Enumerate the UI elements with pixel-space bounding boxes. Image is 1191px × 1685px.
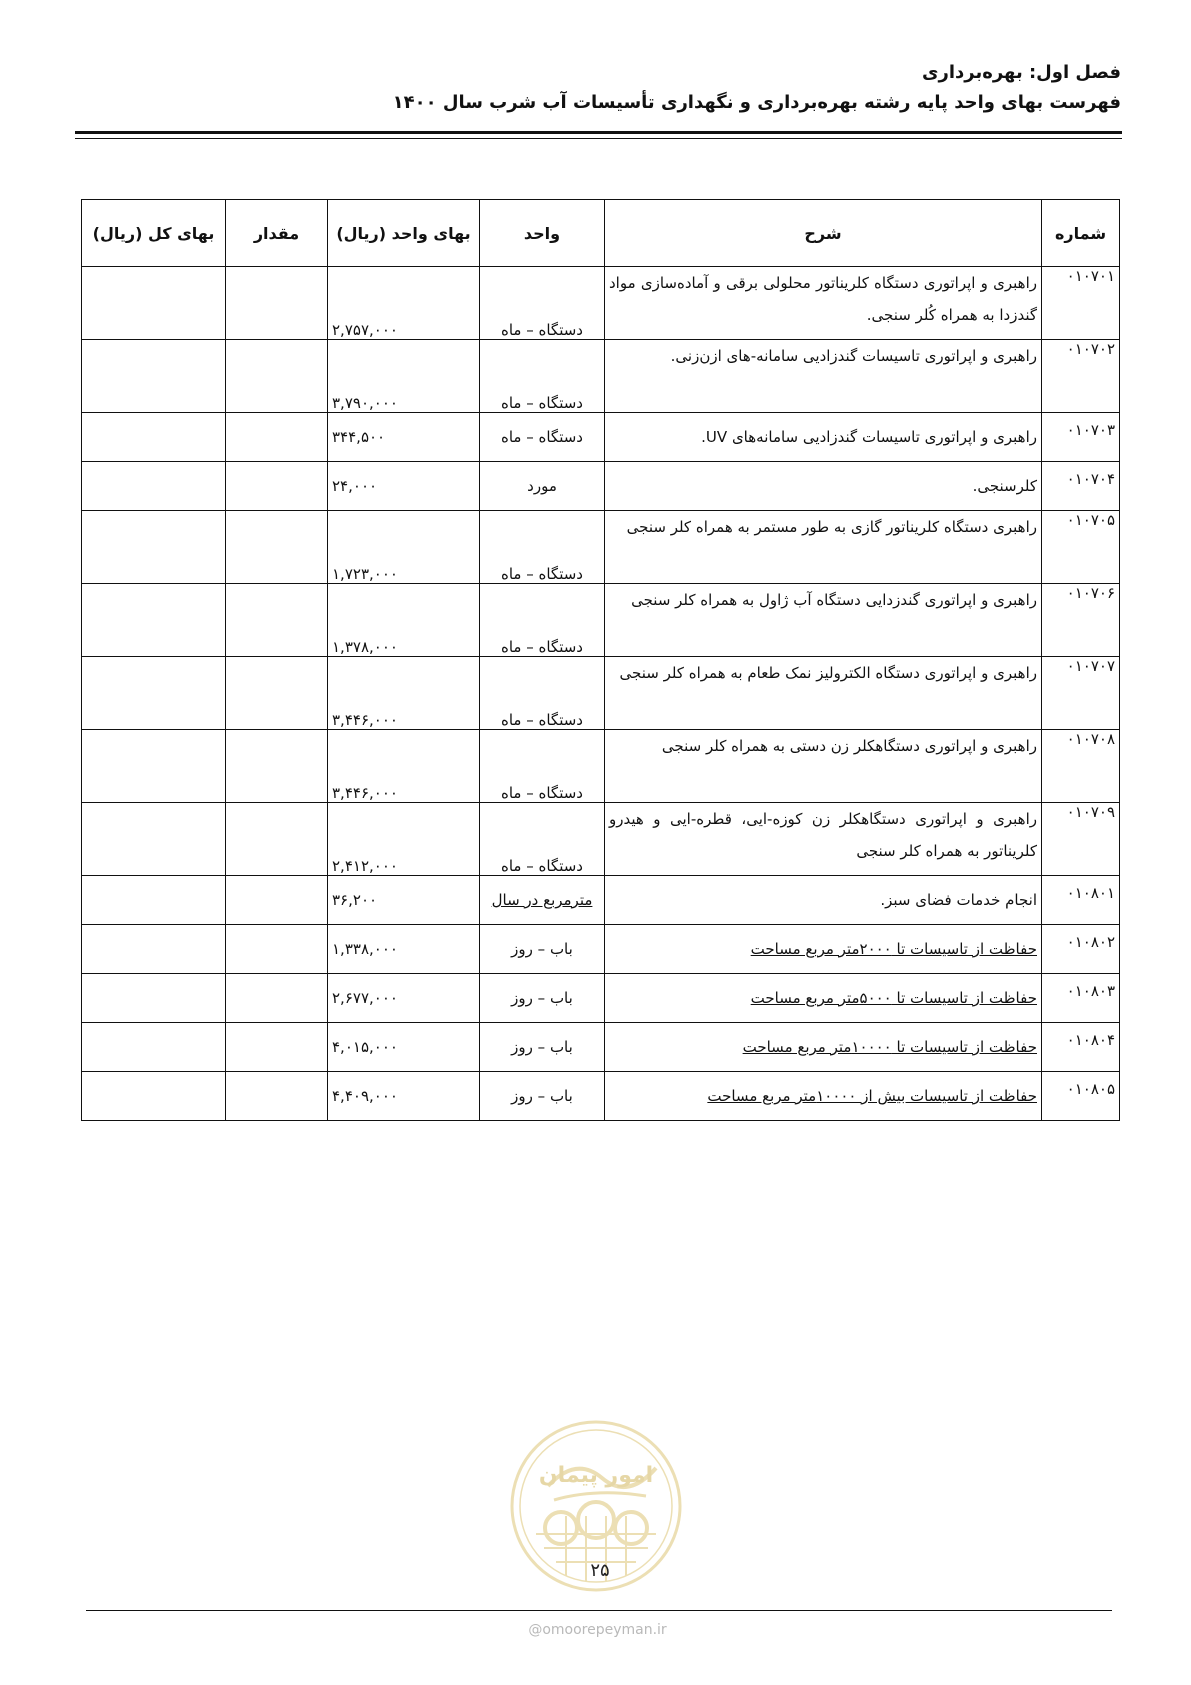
table-row <box>82 462 1120 511</box>
row-number: ۰۱۰۷۰۳ <box>1042 413 1120 462</box>
row-unit: دستگاه – ماه <box>480 267 605 340</box>
col-header-unit: واحد <box>480 200 605 267</box>
row-unit-price: ۲,۶۷۷,۰۰۰ <box>328 974 480 1023</box>
row-description: راهبری و اپراتوری دستگاه کلریناتور محلولی برقی و آماده‌سازی مواد گندزدا به همراه کُلر سنجی. <box>605 267 1042 340</box>
header-rule-thin <box>75 138 1122 139</box>
document-title: فهرست بهای واحد پایه رشته بهره‌برداری و نگهداری تأسیسات آب شرب سال ۱۴۰۰ <box>392 92 1121 113</box>
row-description: کلرسنجی. <box>605 462 1042 511</box>
row-unit-price: ۱,۷۲۳,۰۰۰ <box>328 511 480 584</box>
row-description: راهبری و اپراتوری گندزدایی دستگاه آب ژاول به همراه کلر سنجی <box>605 584 1042 657</box>
row-total <box>82 340 226 413</box>
row-quantity <box>226 267 328 340</box>
row-quantity <box>226 876 328 925</box>
table-row <box>82 657 1120 730</box>
row-total <box>82 1023 226 1072</box>
row-description-text: حفاظت از تاسیسات بیش از ۱۰۰۰۰متر مربع مساحت <box>707 1087 1037 1105</box>
row-description <box>605 974 1042 1023</box>
row-total <box>82 1072 226 1121</box>
row-number: ۰۱۰۷۰۸ <box>1042 730 1120 803</box>
header-rule-thick <box>75 131 1122 134</box>
table-row <box>82 267 1120 340</box>
table-row <box>82 1072 1120 1121</box>
row-unit: دستگاه – ماه <box>480 511 605 584</box>
row-unit: دستگاه – ماه <box>480 657 605 730</box>
row-unit-price: ۱,۳۷۸,۰۰۰ <box>328 584 480 657</box>
row-number: ۰۱۰۸۰۲ <box>1042 925 1120 974</box>
row-total <box>82 584 226 657</box>
row-description-text: حفاظت از تاسیسات تا ۵۰۰۰متر مربع مساحت <box>750 989 1037 1007</box>
row-total <box>82 511 226 584</box>
row-quantity <box>226 730 328 803</box>
table-row <box>82 974 1120 1023</box>
row-unit-price: ۲,۴۱۲,۰۰۰ <box>328 803 480 876</box>
row-unit-price: ۳,۷۹۰,۰۰۰ <box>328 340 480 413</box>
row-number: ۰۱۰۸۰۴ <box>1042 1023 1120 1072</box>
footer-rule <box>86 1610 1112 1611</box>
row-description: راهبری و اپراتوری دستگاهکلر زن دستی به همراه کلر سنجی <box>605 730 1042 803</box>
row-total <box>82 267 226 340</box>
row-number: ۰۱۰۷۰۴ <box>1042 462 1120 511</box>
col-header-number: شماره <box>1042 200 1120 267</box>
seal-text: امور پیمان <box>538 1463 654 1488</box>
row-number: ۰۱۰۷۰۱ <box>1042 267 1120 340</box>
row-description-text: حفاظت از تاسیسات تا ۲۰۰۰متر مربع مساحت <box>750 940 1037 958</box>
row-unit: دستگاه – ماه <box>480 730 605 803</box>
row-description <box>605 925 1042 974</box>
row-unit: دستگاه – ماه <box>480 413 605 462</box>
row-description-text: حفاظت از تاسیسات تا ۱۰۰۰۰متر مربع مساحت <box>742 1038 1037 1056</box>
row-quantity <box>226 657 328 730</box>
row-unit-price: ۳,۴۴۶,۰۰۰ <box>328 657 480 730</box>
row-quantity <box>226 974 328 1023</box>
row-total <box>82 657 226 730</box>
row-unit: مترمربع در سال <box>480 876 605 925</box>
row-unit-price: ۱,۳۳۸,۰۰۰ <box>328 925 480 974</box>
row-number: ۰۱۰۷۰۷ <box>1042 657 1120 730</box>
row-number: ۰۱۰۸۰۵ <box>1042 1072 1120 1121</box>
table-row <box>82 803 1120 876</box>
row-number: ۰۱۰۷۰۹ <box>1042 803 1120 876</box>
row-unit: باب – روز <box>480 1072 605 1121</box>
page-header <box>71 58 1121 118</box>
row-unit: دستگاه – ماه <box>480 803 605 876</box>
row-unit: دستگاه – ماه <box>480 340 605 413</box>
table-row <box>82 876 1120 925</box>
col-header-total-price: بهای کل (ریال) <box>82 200 226 267</box>
row-unit-price: ۳۶,۲۰۰ <box>328 876 480 925</box>
row-unit-price: ۴,۴۰۹,۰۰۰ <box>328 1072 480 1121</box>
row-total <box>82 974 226 1023</box>
row-total <box>82 876 226 925</box>
row-description <box>605 1072 1042 1121</box>
row-quantity <box>226 511 328 584</box>
table-row <box>82 340 1120 413</box>
row-total <box>82 462 226 511</box>
table-row <box>82 925 1120 974</box>
row-quantity <box>226 1023 328 1072</box>
row-description <box>605 1023 1042 1072</box>
row-quantity <box>226 803 328 876</box>
row-unit: دستگاه – ماه <box>480 584 605 657</box>
row-unit: باب – روز <box>480 925 605 974</box>
table-header-row <box>82 200 1120 267</box>
row-total <box>82 413 226 462</box>
row-quantity <box>226 340 328 413</box>
row-number: ۰۱۰۷۰۵ <box>1042 511 1120 584</box>
row-quantity <box>226 584 328 657</box>
row-description: راهبری و اپراتوری دستگاهکلر زن کوزه-ایی، قطره-ایی و هیدرو کلریناتور به همراه کلر سنجی <box>605 803 1042 876</box>
row-unit-price: ۴,۰۱۵,۰۰۰ <box>328 1023 480 1072</box>
table-row <box>82 511 1120 584</box>
row-description: راهبری و اپراتوری تاسیسات گندزادیی سامانه-های ازن‌زنی. <box>605 340 1042 413</box>
table-row <box>82 1023 1120 1072</box>
row-unit: باب – روز <box>480 974 605 1023</box>
col-header-quantity: مقدار <box>226 200 328 267</box>
row-number: ۰۱۰۸۰۱ <box>1042 876 1120 925</box>
row-unit: باب – روز <box>480 1023 605 1072</box>
row-quantity <box>226 1072 328 1121</box>
row-unit-price: ۲,۷۵۷,۰۰۰ <box>328 267 480 340</box>
row-quantity <box>226 413 328 462</box>
row-description: راهبری و اپراتوری تاسیسات گندزادیی سامانه‌های UV. <box>605 413 1042 462</box>
row-number: ۰۱۰۷۰۶ <box>1042 584 1120 657</box>
price-list-table <box>81 199 1120 1121</box>
footer-website-handle: @omoorepeyman.ir <box>528 1622 667 1638</box>
row-unit-price: ۳۴۴,۵۰۰ <box>328 413 480 462</box>
row-quantity <box>226 925 328 974</box>
table-row <box>82 730 1120 803</box>
row-unit-price: ۳,۴۴۶,۰۰۰ <box>328 730 480 803</box>
row-description: انجام خدمات فضای سبز. <box>605 876 1042 925</box>
row-total <box>82 730 226 803</box>
row-number: ۰۱۰۷۰۲ <box>1042 340 1120 413</box>
table-row <box>82 584 1120 657</box>
col-header-description: شرح <box>605 200 1042 267</box>
page-number: ۲۵ <box>590 1560 610 1581</box>
row-total <box>82 925 226 974</box>
row-description: راهبری دستگاه کلریناتور گازی به طور مستمر به همراه کلر سنجی <box>605 511 1042 584</box>
row-unit: مورد <box>480 462 605 511</box>
row-number: ۰۱۰۸۰۳ <box>1042 974 1120 1023</box>
row-quantity <box>226 462 328 511</box>
row-total <box>82 803 226 876</box>
table-row <box>82 413 1120 462</box>
row-description: راهبری و اپراتوری دستگاه الکترولیز نمک طعام به همراه کلر سنجی <box>605 657 1042 730</box>
chapter-title: فصل اول: بهره‌برداری <box>922 62 1121 83</box>
col-header-unit-price: بهای واحد (ریال) <box>328 200 480 267</box>
row-unit-price: ۲۴,۰۰۰ <box>328 462 480 511</box>
